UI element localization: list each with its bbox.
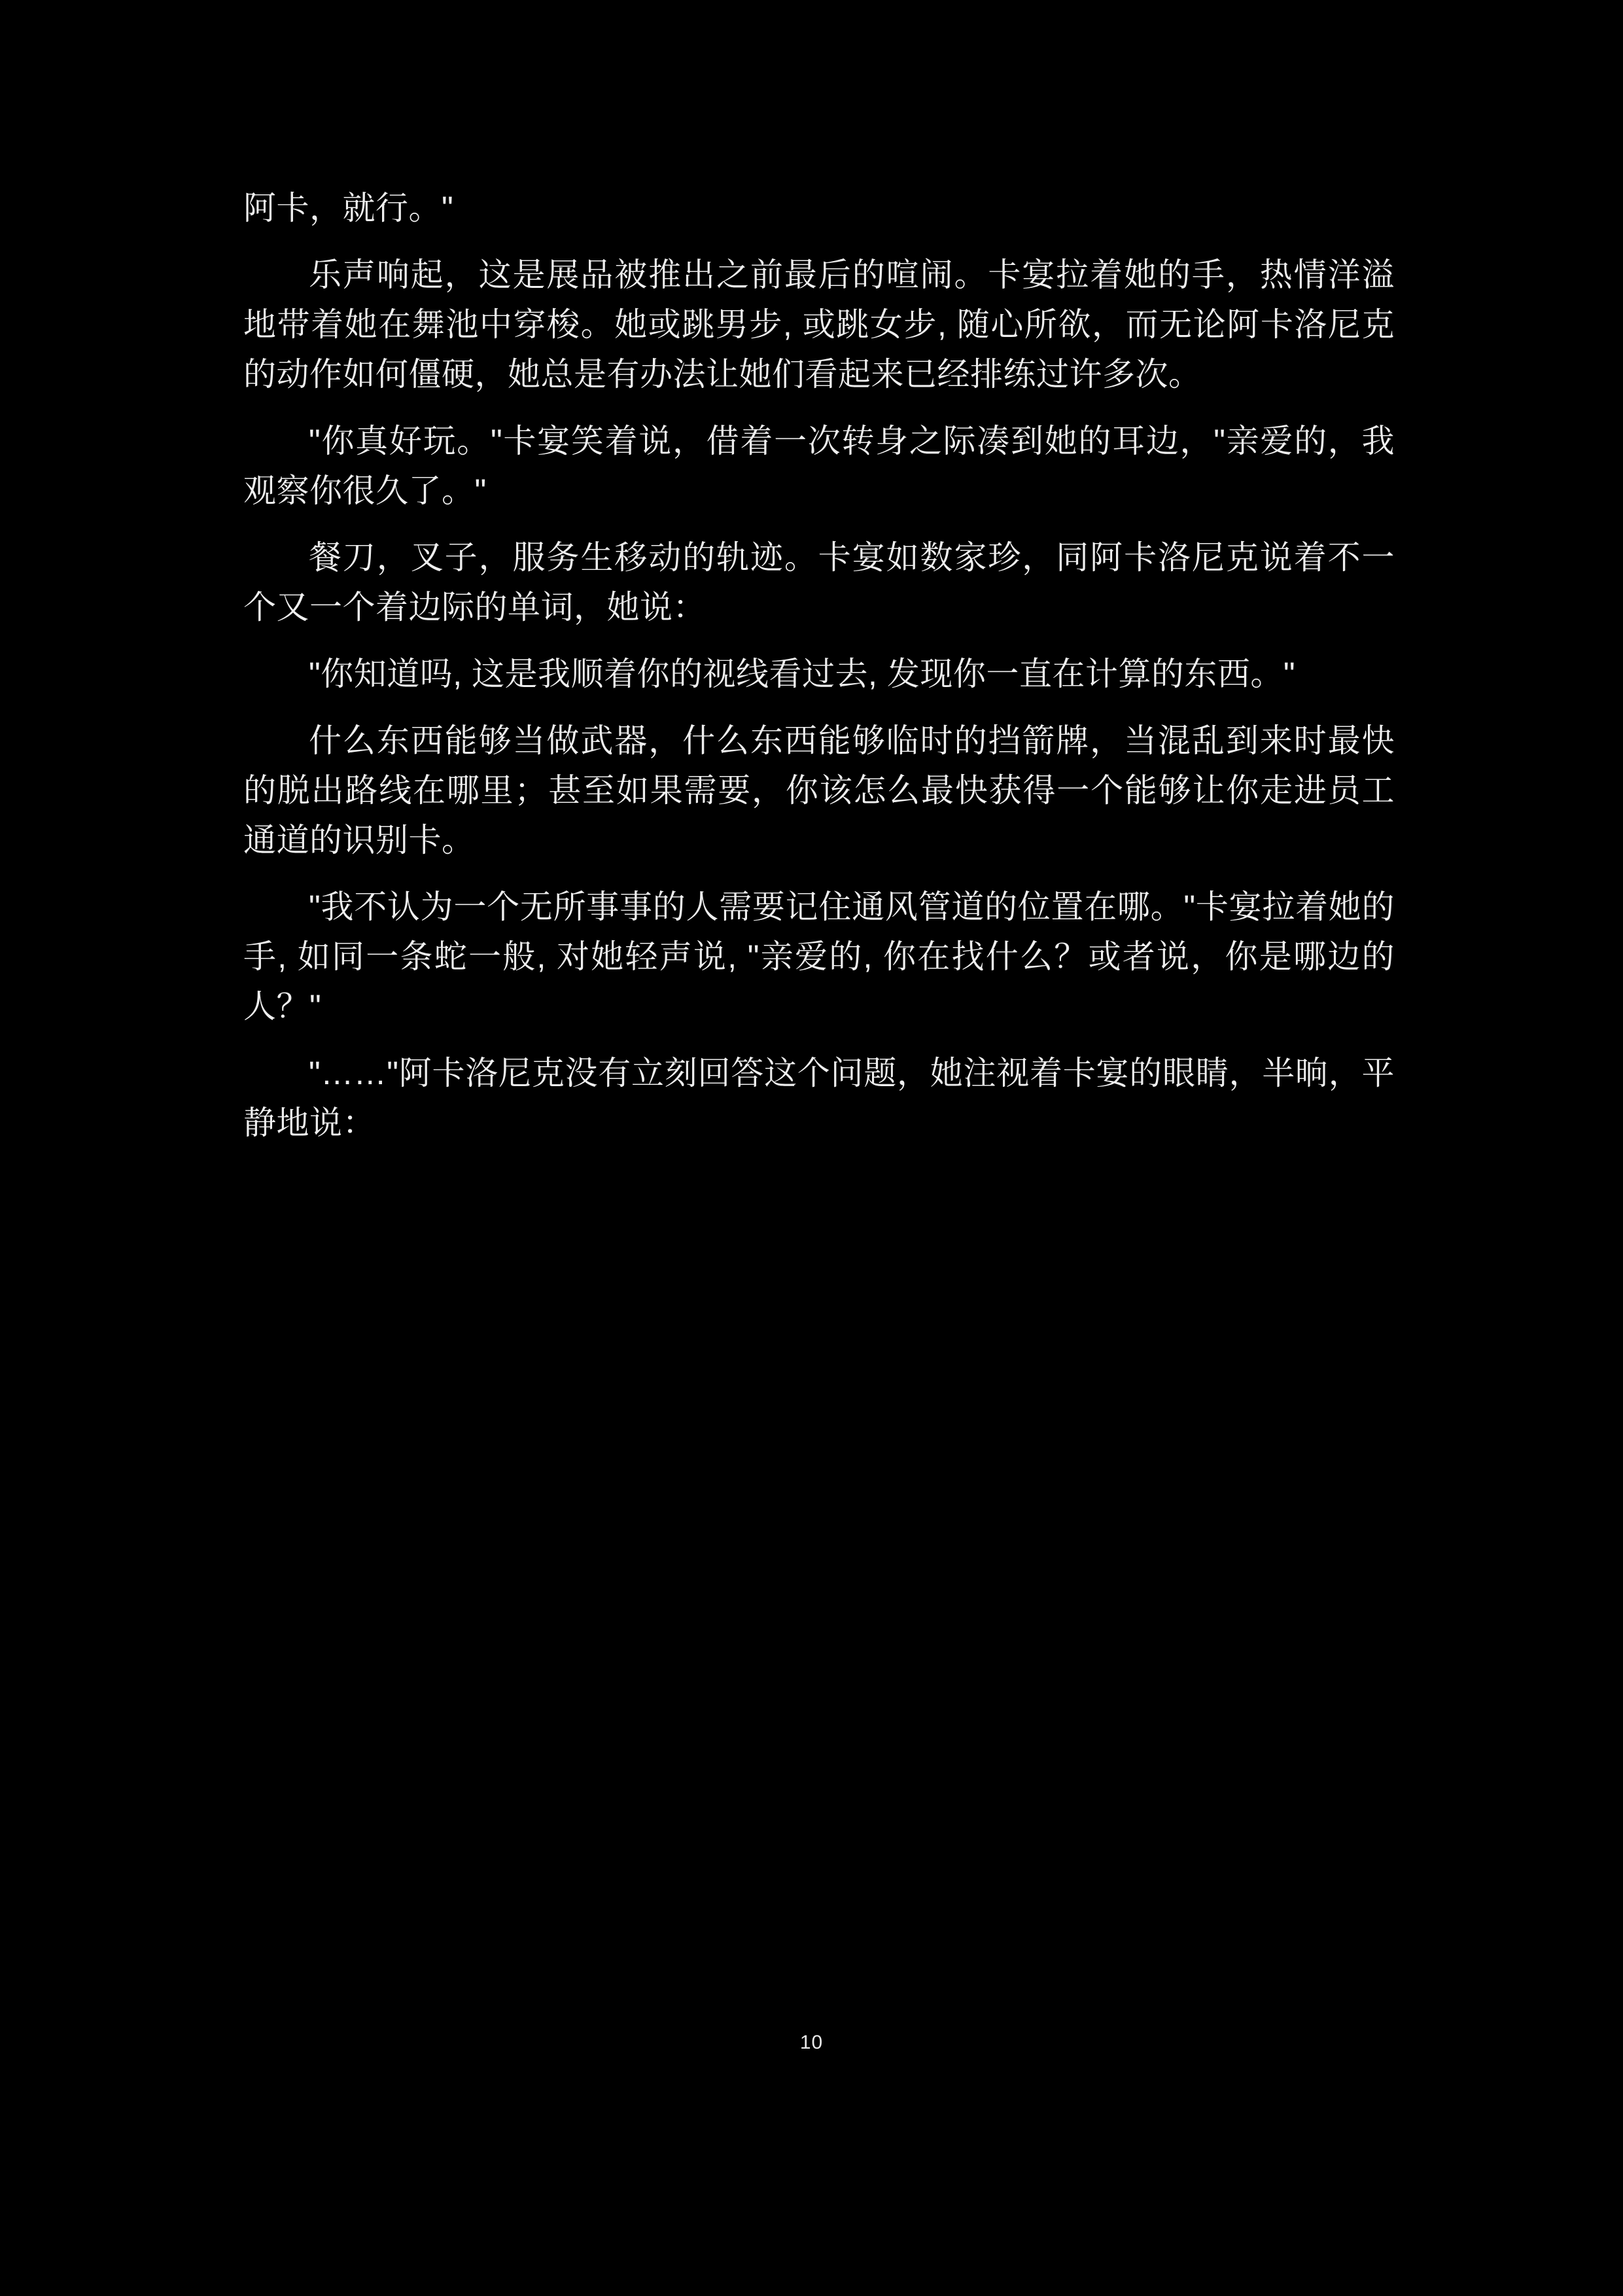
paragraph: "我不认为一个无所事事的人需要记住通风管道的位置在哪。"卡宴拉着她的手, 如同一条蛇一般, 对她轻声说, "亲爱的, 你在找什么？或者说，你是哪边的人？" bbox=[243, 889, 1395, 1025]
paragraph: 乐声响起，这是展品被推出之前最后的喧闹。卡宴拉着她的手，热情洋溢地带着她在舞池中穿梭。她或跳男步, 或跳女步, 随心所欲，而无论阿卡洛尼克的动作如何僵硬，她总是有办法让她们看起来已经排练过许多次。 bbox=[243, 256, 1395, 393]
paragraph: "你知道吗, 这是我顺着你的视线看过去, 发现你一直在计算的东西。" bbox=[309, 656, 1296, 692]
paragraph: "你真好玩。"卡宴笑着说，借着一次转身之际凑到她的耳边，"亲爱的，我观察你很久了。" bbox=[243, 423, 1395, 509]
paragraph: 餐刀，叉子，服务生移动的轨迹。卡宴如数家珍，同阿卡洛尼克说着不一个又一个着边际的单词，她说： bbox=[243, 539, 1395, 626]
paragraph: "……"阿卡洛尼克没有立刻回答这个问题，她注视着卡宴的眼睛，半晌，平静地说： bbox=[243, 1055, 1395, 1141]
paragraph: 什么东西能够当做武器，什么东西能够临时的挡箭牌，当混乱到来时最快的脱出路线在哪里；甚至如果需要，你该怎么最快获得一个能够让你走进员工通道的识别卡。 bbox=[243, 722, 1395, 858]
page-number: 10 bbox=[799, 2032, 824, 2053]
paragraph: 阿卡，就行。" bbox=[243, 190, 454, 226]
page-body bbox=[243, 183, 1395, 1165]
